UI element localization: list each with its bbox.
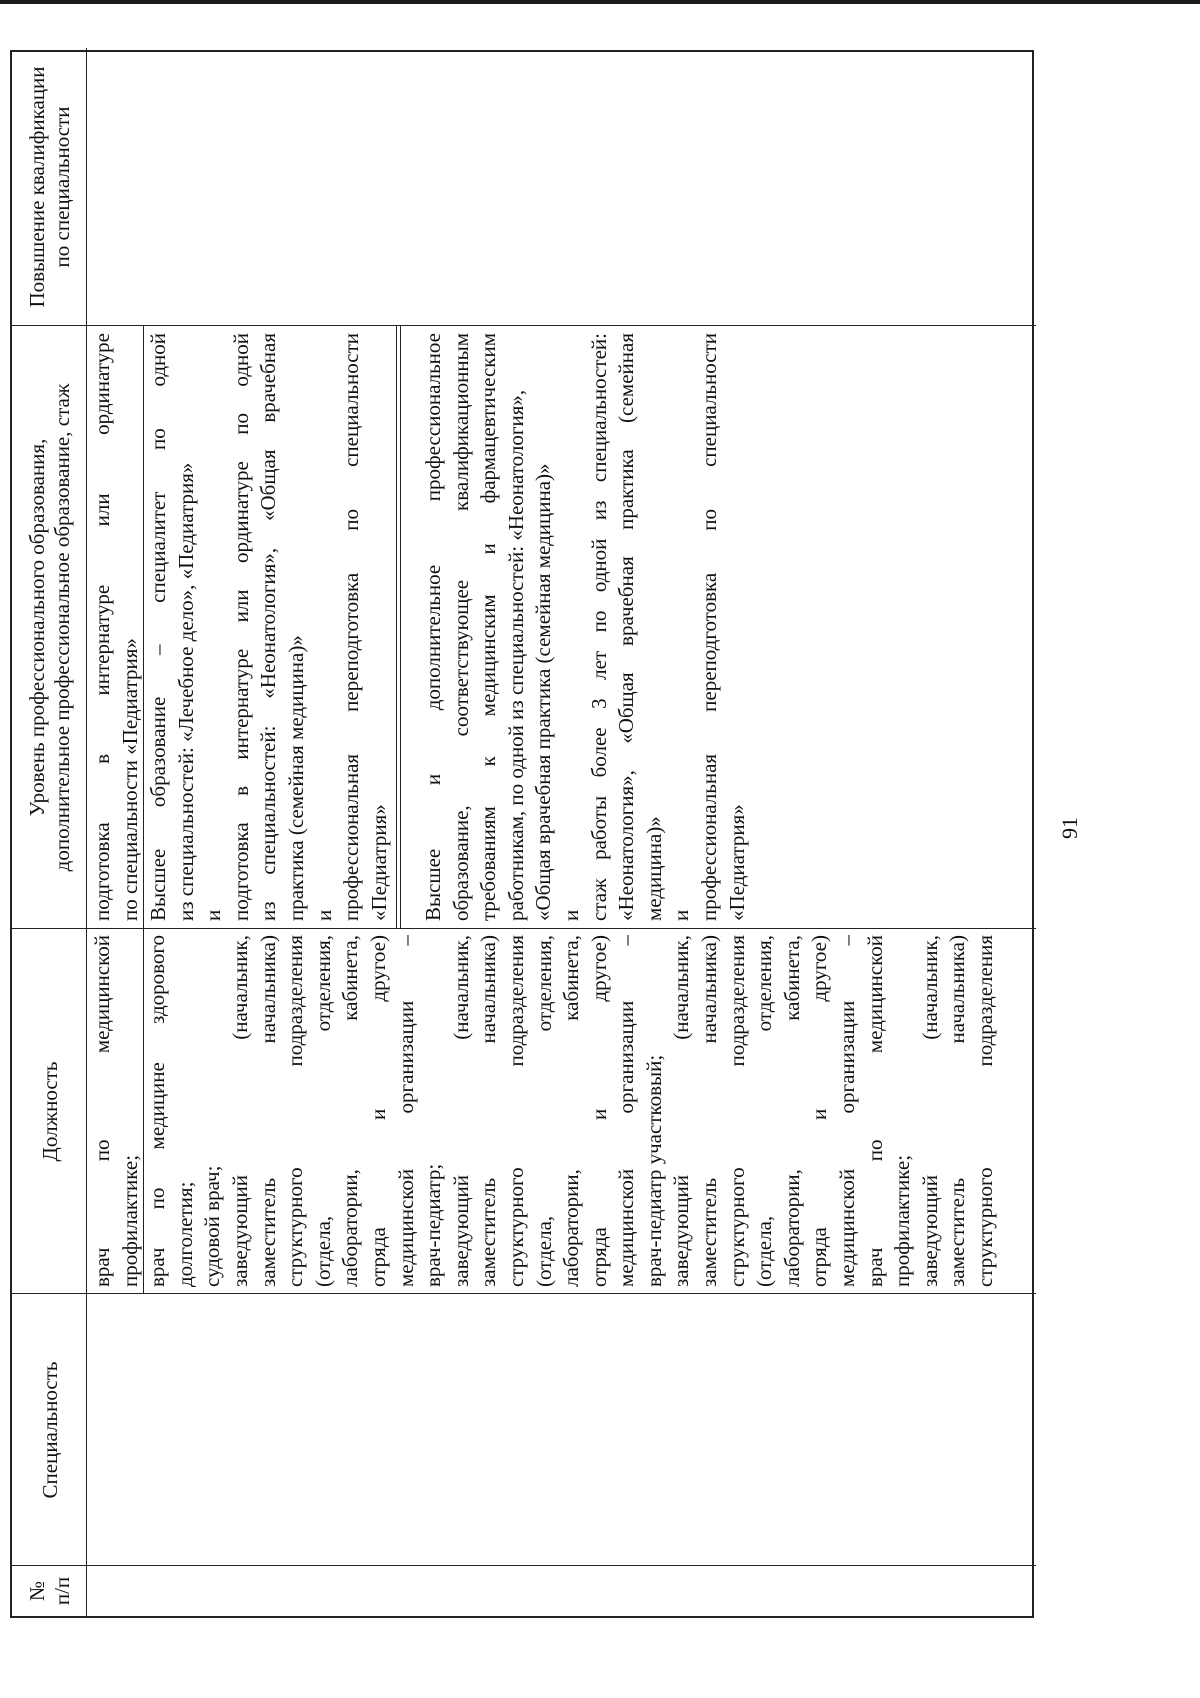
education-line: работникам, по одной из специальностей: «Неонатология», bbox=[503, 389, 528, 921]
header-position-label: Должность bbox=[37, 1061, 62, 1162]
education-line: «Общая врачебная практика (семейная медицина)» bbox=[531, 463, 556, 921]
education-line: подготовка в интернатуре или ординатуре по одной bbox=[228, 333, 253, 921]
header-education-line: дополнительное профессиональное образование, стаж bbox=[50, 383, 74, 872]
position-line: структурного подразделения bbox=[973, 935, 997, 1287]
position-line: медицинской организации – bbox=[835, 935, 860, 1287]
position-line: медицинской организации – bbox=[393, 935, 418, 1287]
position-line: заведующий (начальник, bbox=[917, 935, 942, 1287]
header-bottom-border bbox=[86, 48, 87, 1616]
position-line: (отдела, отделения, bbox=[310, 935, 335, 1287]
header-number-line: п/п bbox=[50, 1576, 74, 1606]
position-line: структурного подразделения bbox=[283, 935, 308, 1287]
rotated-page bbox=[10, 32, 1160, 1618]
education-line: «Педиатрия» bbox=[724, 804, 749, 921]
education-line: по специальности «Педиатрия» bbox=[117, 638, 142, 921]
scan-border bbox=[0, 0, 1200, 4]
header-specialty-label: Специальность bbox=[37, 1361, 62, 1499]
position-line: заведующий (начальник, bbox=[669, 935, 694, 1287]
position-line: лаборатории, кабинета, bbox=[559, 935, 584, 1287]
position-line: отряда и другое) bbox=[365, 935, 390, 1287]
position-line: заведующий (начальник, bbox=[448, 935, 473, 1287]
education-line: практика (семейная медицина)» bbox=[283, 635, 308, 921]
education-line: образование, соответствующее квалификационным bbox=[448, 333, 473, 921]
page-number: 91 bbox=[1057, 817, 1082, 839]
education-line: стаж работы более 3 лет по одной из специальностей: bbox=[586, 333, 611, 921]
education-line: и bbox=[201, 909, 226, 921]
position-line: заведующий (начальник, bbox=[227, 935, 252, 1287]
education-line: «Педиатрия» bbox=[366, 804, 391, 921]
header-qualification-line: по специальности bbox=[50, 106, 74, 268]
header-number bbox=[18, 1566, 82, 1616]
education-line: из специальностей: «Неонатология», «Общая врачебная bbox=[256, 333, 281, 921]
qualification-table bbox=[10, 50, 1034, 1618]
position-line: врач-педиатр участковый; bbox=[641, 1054, 666, 1287]
header-qualification bbox=[18, 48, 82, 326]
header-education bbox=[18, 326, 82, 929]
position-line: структурного подразделения bbox=[724, 935, 749, 1287]
education-line: профессиональная переподготовка по специальности bbox=[339, 333, 364, 921]
header-qualification-line: Повышение квалификации bbox=[25, 66, 49, 308]
position-line: профилактике; bbox=[890, 1154, 915, 1287]
education-cell-2 bbox=[145, 333, 393, 921]
position-line: профилактике; bbox=[117, 1154, 142, 1287]
position-line: заместитель начальника) bbox=[476, 935, 501, 1287]
column-divider bbox=[12, 1293, 1036, 1294]
position-line: (отдела, отделения, bbox=[531, 935, 556, 1287]
position-line: врач по медицине здорового bbox=[145, 935, 170, 1287]
column-divider bbox=[12, 325, 1036, 326]
education-line: и bbox=[558, 909, 583, 921]
position-line: заместитель начальника) bbox=[945, 935, 970, 1287]
education-line: подготовка в интернатуре или ординатуре bbox=[90, 333, 114, 921]
education-line: «Неонатология», «Общая врачебная практика (семейная bbox=[614, 333, 639, 921]
position-line: врач-педиатр; bbox=[421, 1163, 446, 1287]
education-cell-3 bbox=[420, 333, 751, 921]
position-line: отряда и другое) bbox=[807, 935, 832, 1287]
position-line: врач по медицинской bbox=[862, 935, 887, 1287]
position-line: врач по медицинской bbox=[90, 935, 114, 1287]
position-cell bbox=[89, 935, 1000, 1287]
header-number-line: № bbox=[25, 1580, 49, 1602]
position-line: долголетия; bbox=[172, 1181, 197, 1287]
row-divider bbox=[400, 326, 401, 929]
position-line: медицинской организации – bbox=[614, 935, 639, 1287]
column-divider bbox=[12, 928, 1036, 929]
column-divider bbox=[12, 1565, 1036, 1566]
education-line: медицина)» bbox=[641, 816, 666, 921]
position-line: отряда и другое) bbox=[586, 935, 611, 1287]
position-line: лаборатории, кабинета, bbox=[779, 935, 804, 1287]
position-line: структурного подразделения bbox=[503, 935, 528, 1287]
header-specialty bbox=[18, 1294, 82, 1566]
education-line: требованиям к медицинским и фармацевтическим bbox=[476, 333, 501, 921]
education-line: из специальностей: «Лечебное дело», «Педиатрия» bbox=[173, 462, 198, 921]
position-line: (отдела, отделения, bbox=[752, 935, 777, 1287]
position-line: заместитель начальника) bbox=[697, 935, 722, 1287]
education-cell-1 bbox=[89, 333, 144, 921]
position-line: лаборатории, кабинета, bbox=[338, 935, 363, 1287]
education-line: и bbox=[311, 909, 336, 921]
position-line: судовой врач; bbox=[200, 1165, 225, 1287]
position-line: заместитель начальника) bbox=[255, 935, 280, 1287]
education-line: и bbox=[669, 909, 694, 921]
education-line: профессиональная переподготовка по специальности bbox=[696, 333, 721, 921]
row-divider bbox=[396, 326, 397, 929]
education-line: Высшее образование – специалитет по одной bbox=[146, 333, 170, 921]
header-position bbox=[18, 929, 82, 1294]
education-line: Высшее и дополнительное профессиональное bbox=[421, 333, 445, 921]
header-education-line: Уровень профессионального образования, bbox=[25, 438, 49, 817]
